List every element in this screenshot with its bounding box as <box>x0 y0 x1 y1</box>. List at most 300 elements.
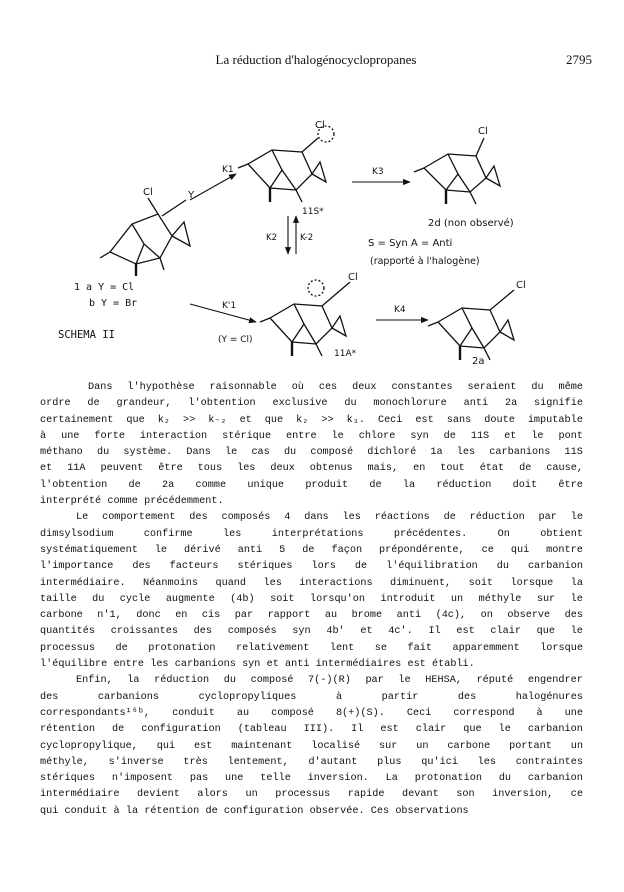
word: (4c), <box>435 610 467 622</box>
word: ce <box>570 789 583 801</box>
word: le <box>331 430 344 442</box>
word: composé <box>271 707 314 719</box>
structure-product-2a <box>428 290 514 360</box>
text-line <box>40 755 583 771</box>
word: entre <box>113 659 145 671</box>
word: et <box>40 463 53 475</box>
word: configuration <box>141 724 221 736</box>
word: produit <box>305 479 349 491</box>
word: Ceci <box>377 414 403 426</box>
word: lorsqu'on <box>309 593 366 605</box>
text-line <box>40 722 583 738</box>
word: taille <box>40 593 77 605</box>
text-line <box>40 576 583 592</box>
word: contraintes <box>515 756 583 768</box>
word: observations <box>395 805 469 817</box>
word: doit <box>512 479 538 491</box>
word: stériques <box>40 773 96 785</box>
substituent-cl-start: Cl <box>143 187 153 198</box>
word: Il <box>351 724 364 736</box>
word: de <box>443 512 456 524</box>
word: (tableau <box>237 724 287 736</box>
word: 1a <box>430 447 443 459</box>
text-line <box>40 804 583 820</box>
word: conduit <box>172 707 215 719</box>
word: signifie <box>534 398 583 410</box>
word: d'autant <box>308 756 358 768</box>
structure-product-2d <box>414 138 500 204</box>
word: du <box>223 675 237 687</box>
word: 4 <box>284 512 291 524</box>
word: et <box>239 414 252 426</box>
word: observe <box>507 610 551 622</box>
word: deux <box>352 382 377 393</box>
scheme-label: SCHEMA II <box>58 329 115 341</box>
word: état <box>479 463 505 475</box>
word: comme <box>107 496 138 508</box>
word: Il <box>428 626 441 638</box>
word: Enfin, <box>76 675 113 687</box>
substituent-y-start: Y <box>188 190 195 201</box>
word: composé <box>250 675 294 687</box>
word: configuration <box>223 805 304 817</box>
word: réduction <box>436 479 492 491</box>
label-k3: K3 <box>372 167 384 177</box>
word: précédemment. <box>144 496 224 508</box>
word: peuvent <box>100 463 144 475</box>
word: tous <box>197 463 223 475</box>
word: doute <box>484 414 515 426</box>
word: cycle <box>119 593 151 605</box>
word: un <box>570 740 583 752</box>
word: du <box>96 447 110 459</box>
word: carbone <box>40 610 83 622</box>
word: dimsylsodium <box>40 528 114 540</box>
text-line <box>40 739 583 755</box>
legend-syn-anti: S = Syn A = Anti <box>368 238 453 249</box>
word: des <box>457 691 477 703</box>
word: Ces <box>370 805 390 817</box>
word: façon <box>331 544 363 556</box>
word: deux <box>270 463 295 475</box>
word: les <box>263 577 282 589</box>
word: sur <box>536 593 556 605</box>
word: carbanions <box>489 447 551 459</box>
text-line <box>40 413 583 429</box>
word: Dans <box>88 382 113 393</box>
word: que <box>536 626 555 638</box>
word: du <box>283 447 297 459</box>
word: une <box>564 707 583 719</box>
word: k₂ <box>296 414 309 426</box>
word: HEHSA, <box>425 675 462 687</box>
word: être <box>558 479 583 491</box>
word: le <box>225 447 238 459</box>
structure-anion-11s <box>238 126 334 202</box>
word: est <box>380 724 399 736</box>
word: à <box>40 430 47 442</box>
word: la <box>125 805 139 817</box>
word: méthyle, <box>40 756 89 768</box>
word: carbanion <box>527 561 583 573</box>
word: interactions <box>299 577 373 589</box>
word: telle <box>260 773 291 785</box>
word: est <box>407 659 426 671</box>
word: en <box>175 610 188 622</box>
word: de <box>302 544 315 556</box>
word: cas <box>251 447 270 459</box>
word: l'importance <box>40 561 114 573</box>
text-line <box>40 429 583 445</box>
word: 4b' <box>326 626 345 638</box>
word: du <box>344 398 357 410</box>
word: interprété <box>40 496 102 508</box>
word: que <box>126 414 145 426</box>
word: donc <box>136 610 161 622</box>
word: le <box>570 626 583 638</box>
text-line <box>40 624 583 640</box>
word: dans <box>304 512 329 524</box>
word: l'équilibre <box>40 659 108 671</box>
word: cyclopropylique, <box>40 740 138 752</box>
word: les <box>223 528 242 540</box>
word: des <box>132 561 151 573</box>
word: carbone <box>447 740 491 752</box>
word: certainement <box>40 414 114 426</box>
word: unique <box>247 479 285 491</box>
label-k4: K4 <box>394 305 406 315</box>
text-line <box>40 543 583 559</box>
word: à <box>335 691 343 703</box>
word: carbanions <box>97 691 160 703</box>
word: réduction <box>469 512 525 524</box>
word: composés <box>221 512 271 524</box>
word: cis <box>201 610 221 622</box>
text-line <box>40 706 583 722</box>
substituent-cl-2d: Cl <box>478 126 488 137</box>
word: 8(+)(S). <box>335 707 385 719</box>
word: lors <box>311 561 336 573</box>
word: son <box>456 789 475 801</box>
word: les <box>150 659 169 671</box>
word: au <box>236 707 250 719</box>
word: clair <box>415 724 447 736</box>
word: même <box>558 382 583 393</box>
word: partir <box>381 691 419 703</box>
word: Ceci <box>406 707 432 719</box>
word: On <box>497 528 510 540</box>
word: monochlorure <box>373 398 447 410</box>
word: intermédiaires <box>315 659 402 671</box>
word: est <box>415 414 434 426</box>
word: anti <box>237 544 263 556</box>
page-header <box>40 52 592 72</box>
word: augmente <box>165 593 215 605</box>
word: à <box>536 707 543 719</box>
word: ces <box>318 382 338 393</box>
running-title: La réduction d'halogénocyclopropanes <box>215 52 417 67</box>
word: syn <box>410 430 429 442</box>
word: qui <box>40 805 59 817</box>
word: composés <box>227 626 277 638</box>
word: à <box>113 805 120 817</box>
word: réduction <box>154 675 210 687</box>
word: est <box>456 626 475 638</box>
body-text <box>40 380 583 820</box>
word: précédentes. <box>393 528 468 540</box>
substituent-cl-11s: Cl <box>315 120 325 131</box>
text-line <box>40 461 583 477</box>
word: l'hypothèse <box>127 382 195 393</box>
word: la <box>402 479 416 491</box>
word: correspond <box>453 707 515 719</box>
word: croissantes <box>110 626 178 638</box>
word: le <box>154 544 168 556</box>
text-line <box>40 608 583 624</box>
word: un <box>245 789 258 801</box>
word: processus <box>40 642 96 654</box>
word: interaction <box>139 430 208 442</box>
word: de <box>112 724 125 736</box>
word: carbanion <box>527 724 583 736</box>
word: les <box>342 512 361 524</box>
word: syn <box>292 626 311 638</box>
word: qu'ici <box>421 756 458 768</box>
word: les <box>456 447 476 459</box>
word: de <box>443 430 456 442</box>
word: Le <box>76 512 89 524</box>
word: la <box>127 675 140 687</box>
word: des <box>193 626 212 638</box>
text-line <box>40 527 583 543</box>
word: apparemment <box>452 642 520 654</box>
word: alors <box>197 789 228 801</box>
text-line <box>40 445 583 461</box>
word: très <box>183 756 208 768</box>
word: tout <box>440 463 465 475</box>
word: entre <box>285 430 317 442</box>
text-line <box>40 592 583 608</box>
word: du <box>496 561 509 573</box>
word: maintenant <box>231 740 293 752</box>
word: interprétations <box>271 528 364 540</box>
word: devant <box>402 789 439 801</box>
text-line <box>40 657 583 673</box>
word: observée. <box>309 805 365 817</box>
label-compound-1a: 1 a Y = Cl <box>74 282 135 293</box>
text-line <box>40 771 583 787</box>
label-k1-prime-condition: (Y = Cl) <box>218 335 253 345</box>
label-2d-not-observed: 2d (non observé) <box>428 218 514 229</box>
text-line <box>40 380 583 396</box>
label-11a: 11A* <box>334 349 357 359</box>
word: une <box>61 430 80 442</box>
word: chlore <box>358 430 396 442</box>
word: ordre <box>40 398 71 410</box>
word: par <box>234 610 254 622</box>
word: par <box>365 675 384 687</box>
word: 5 <box>279 544 286 556</box>
word: Néanmoins <box>143 577 199 589</box>
word: lorsque <box>510 577 554 589</box>
word: 2a <box>504 398 518 410</box>
word: des <box>189 512 208 524</box>
word: seraient <box>467 382 517 393</box>
word: la <box>570 577 583 589</box>
word: où <box>291 382 304 393</box>
text-line <box>40 494 583 510</box>
label-k1: K1 <box>222 165 234 175</box>
word: systématiquement <box>40 544 138 556</box>
label-k2: K2 <box>266 233 277 243</box>
word: comme <box>195 479 227 491</box>
word: imputable <box>527 414 583 426</box>
word: le <box>498 724 511 736</box>
word: réactions <box>374 512 430 524</box>
word: devient <box>137 789 180 801</box>
word: 7(-)(R) <box>308 675 351 687</box>
word: intermédiaire. <box>40 577 126 589</box>
word: portant <box>509 740 552 752</box>
word: confirme <box>143 528 193 540</box>
word: au <box>324 610 338 622</box>
word: des <box>40 691 59 703</box>
word: localisé <box>311 740 361 752</box>
word: de <box>128 479 141 491</box>
word: III). <box>303 724 335 736</box>
word: carbanions <box>174 659 236 671</box>
word: pont <box>558 430 583 442</box>
word: le <box>531 430 544 442</box>
word: de <box>205 805 218 817</box>
word: k₃. <box>346 414 365 426</box>
word: des <box>564 610 583 622</box>
paragraph <box>40 510 583 673</box>
word: relativement <box>235 642 310 654</box>
word: le <box>398 675 411 687</box>
word: Dans <box>186 447 211 459</box>
word: de <box>519 463 532 475</box>
word: l'obtention <box>40 479 108 491</box>
word: être <box>158 463 183 475</box>
word: anti <box>396 610 422 622</box>
word: prépondérente, <box>379 544 465 556</box>
word: facteurs <box>169 561 219 573</box>
word: ce <box>481 544 494 556</box>
word: que <box>463 724 482 736</box>
word: sur <box>379 740 398 752</box>
word: les <box>237 463 256 475</box>
word: de <box>87 398 100 410</box>
word: système. <box>123 447 173 459</box>
word: on <box>480 610 493 622</box>
word: introduit <box>380 593 436 605</box>
word: obtient <box>540 528 583 540</box>
word: rapport <box>267 610 311 622</box>
word: plus <box>377 756 402 768</box>
word: et <box>504 430 517 442</box>
word: lorsque <box>540 642 583 654</box>
page-number: 2795 <box>566 52 592 67</box>
word: composé <box>310 447 354 459</box>
reaction-scheme <box>40 112 600 374</box>
word: qui <box>156 740 176 752</box>
word: pas <box>189 773 209 785</box>
word: correspondants¹⁶ᵇ, <box>40 707 151 719</box>
word: cyclopropyliques <box>198 691 297 703</box>
word: anti <box>285 659 310 671</box>
word: un <box>416 740 429 752</box>
legend-relative-halogen: (rapporté à l'halogène) <box>370 256 480 267</box>
word: 11S <box>470 430 490 442</box>
paragraph <box>40 380 583 510</box>
word: du <box>92 593 105 605</box>
word: (4b) <box>230 593 255 605</box>
text-line <box>40 396 583 412</box>
text-line <box>40 641 583 657</box>
word: s'inverse <box>108 756 164 768</box>
word: rétention <box>40 724 96 736</box>
word: du <box>531 382 544 393</box>
word: dichloré <box>367 447 417 459</box>
word: de <box>369 479 382 491</box>
word: soit <box>270 593 295 605</box>
label-2a: 2a <box>472 356 485 367</box>
word: quand <box>215 577 247 589</box>
word: inversion. <box>307 773 369 785</box>
word: qui <box>510 544 530 556</box>
word: le <box>570 512 583 524</box>
structure-compound-1 <box>100 198 190 276</box>
word: dérivé <box>184 544 221 556</box>
word: conduit <box>64 805 108 817</box>
text-line <box>40 559 583 575</box>
word: stérique <box>222 430 272 442</box>
word: établi. <box>431 659 475 671</box>
paragraph <box>40 673 583 820</box>
word: de <box>354 561 368 573</box>
label-k-minus-2: K-2 <box>300 233 314 243</box>
word: cause, <box>546 463 583 475</box>
word: anti <box>463 398 489 410</box>
word: que <box>264 414 284 426</box>
word: k₂ <box>157 414 170 426</box>
word: brome <box>351 610 383 622</box>
word: de <box>115 642 128 654</box>
label-11s: 11S* <box>302 207 324 217</box>
word: une <box>225 773 244 785</box>
label-k1-prime: K'1 <box>222 301 237 311</box>
word: n'1, <box>97 610 122 622</box>
word: carbanion <box>527 773 583 785</box>
text-line <box>40 787 583 803</box>
word: le <box>570 593 583 605</box>
word: méthano <box>40 447 83 459</box>
word: grandeur, <box>116 398 172 410</box>
word: du <box>498 773 512 785</box>
structure-anion-11a <box>260 280 350 356</box>
word: 2a <box>162 479 175 491</box>
word: protonation <box>148 642 216 654</box>
word: >> <box>182 414 196 426</box>
word: k₋₂ <box>208 414 227 426</box>
word: protonation <box>414 773 482 785</box>
word: raisonnable <box>209 382 277 393</box>
word: méthyle <box>478 593 522 605</box>
word: halogénures <box>515 691 583 703</box>
text-line <box>40 673 583 689</box>
word: comportement <box>102 512 176 524</box>
